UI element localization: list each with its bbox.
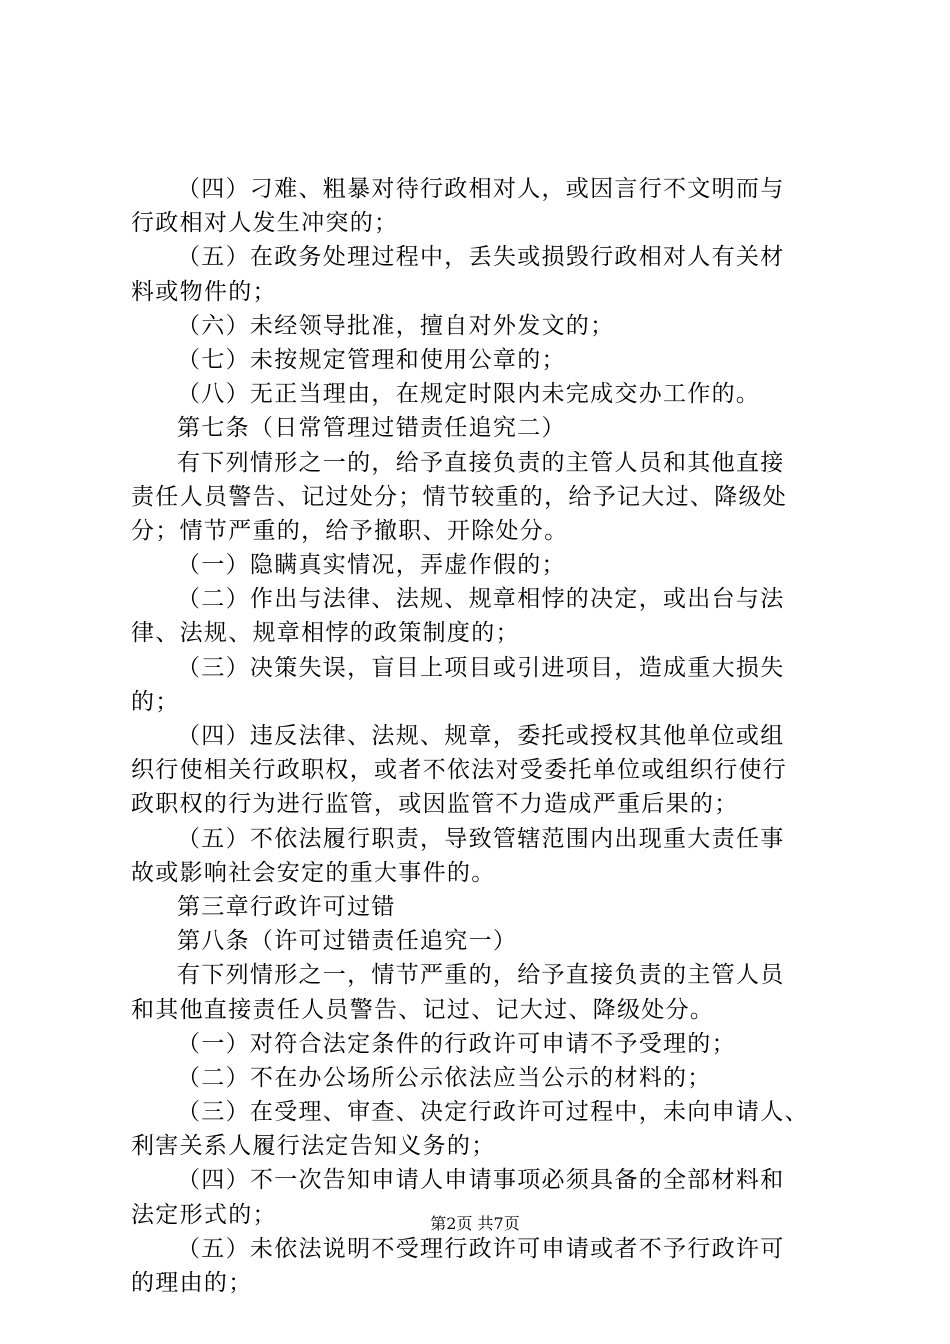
text-line: （六）未经领导批准，擅自对外发文的； [177, 312, 615, 339]
text-line: 故或影响社会安定的重大事件的。 [131, 859, 496, 886]
chapter-heading: 第三章行政许可过错 [177, 893, 396, 920]
text-line: （二）不在办公场所公示依法应当公示的材料的； [177, 1064, 712, 1091]
text-line: （二）作出与法律、法规、规章相悖的决定，或出台与法 [177, 586, 785, 613]
text-line: 行政相对人发生冲突的； [131, 210, 399, 237]
text-line: 有下列情形之一的，给予直接负责的主管人员和其他直接 [177, 449, 785, 476]
text-line: （五）不依法履行职责，导致管辖范围内出现重大责任事 [177, 825, 785, 852]
text-line: （五）未依法说明不受理行政许可申请或者不予行政许可 [177, 1235, 785, 1262]
document-body [131, 172, 836, 1300]
text-line: （三）在受理、审查、决定行政许可过程中，未向申请人、 [177, 1099, 809, 1126]
page-number-footer: 第2页 共7页 [430, 1214, 520, 1233]
text-line: 的； [131, 688, 180, 715]
text-line: 法定形式的； [131, 1201, 277, 1228]
article-heading: 第七条（日常管理过错责任追究二） [177, 415, 566, 442]
text-line: （四）不一次告知申请人申请事项必须具备的全部材料和 [177, 1167, 785, 1194]
text-line: 律、法规、规章相悖的政策制度的； [131, 620, 520, 647]
text-line: 利害关系人履行法定告知义务的； [131, 1133, 496, 1160]
text-line: 和其他直接责任人员警告、记过、记大过、降级处分。 [131, 996, 715, 1023]
text-line: 有下列情形之一，情节严重的，给予直接负责的主管人员 [177, 962, 785, 989]
text-line: 分；情节严重的，给予撤职、开除处分。 [131, 517, 569, 544]
article-heading: 第八条（许可过错责任追究一） [177, 928, 518, 955]
text-line: 政职权的行为进行监管，或因监管不力造成严重后果的； [131, 791, 739, 818]
text-line: （一）隐瞒真实情况，弄虚作假的； [177, 552, 566, 579]
text-line: （一）对符合法定条件的行政许可申请不予受理的； [177, 1030, 736, 1057]
text-line: （四）刁难、粗暴对待行政相对人，或因言行不文明而与 [177, 176, 785, 202]
text-line: （三）决策失误，盲目上项目或引进项目，造成重大损失 [177, 654, 785, 681]
text-line: （八）无正当理由，在规定时限内未完成交办工作的。 [177, 381, 761, 408]
text-line: 织行使相关行政职权，或者不依法对受委托单位或组织行使行 [131, 757, 788, 784]
text-line: （五）在政务处理过程中，丢失或损毁行政相对人有关材 [177, 244, 785, 271]
text-line: 责任人员警告、记过处分；情节较重的，给予记大过、降级处 [131, 483, 788, 510]
text-line: （七）未按规定管理和使用公章的； [177, 346, 566, 373]
text-line: （四）违反法律、法规、规章，委托或授权其他单位或组 [177, 723, 785, 749]
text-line: 料或物件的； [131, 278, 277, 305]
text-line: 的理由的； [131, 1270, 253, 1296]
